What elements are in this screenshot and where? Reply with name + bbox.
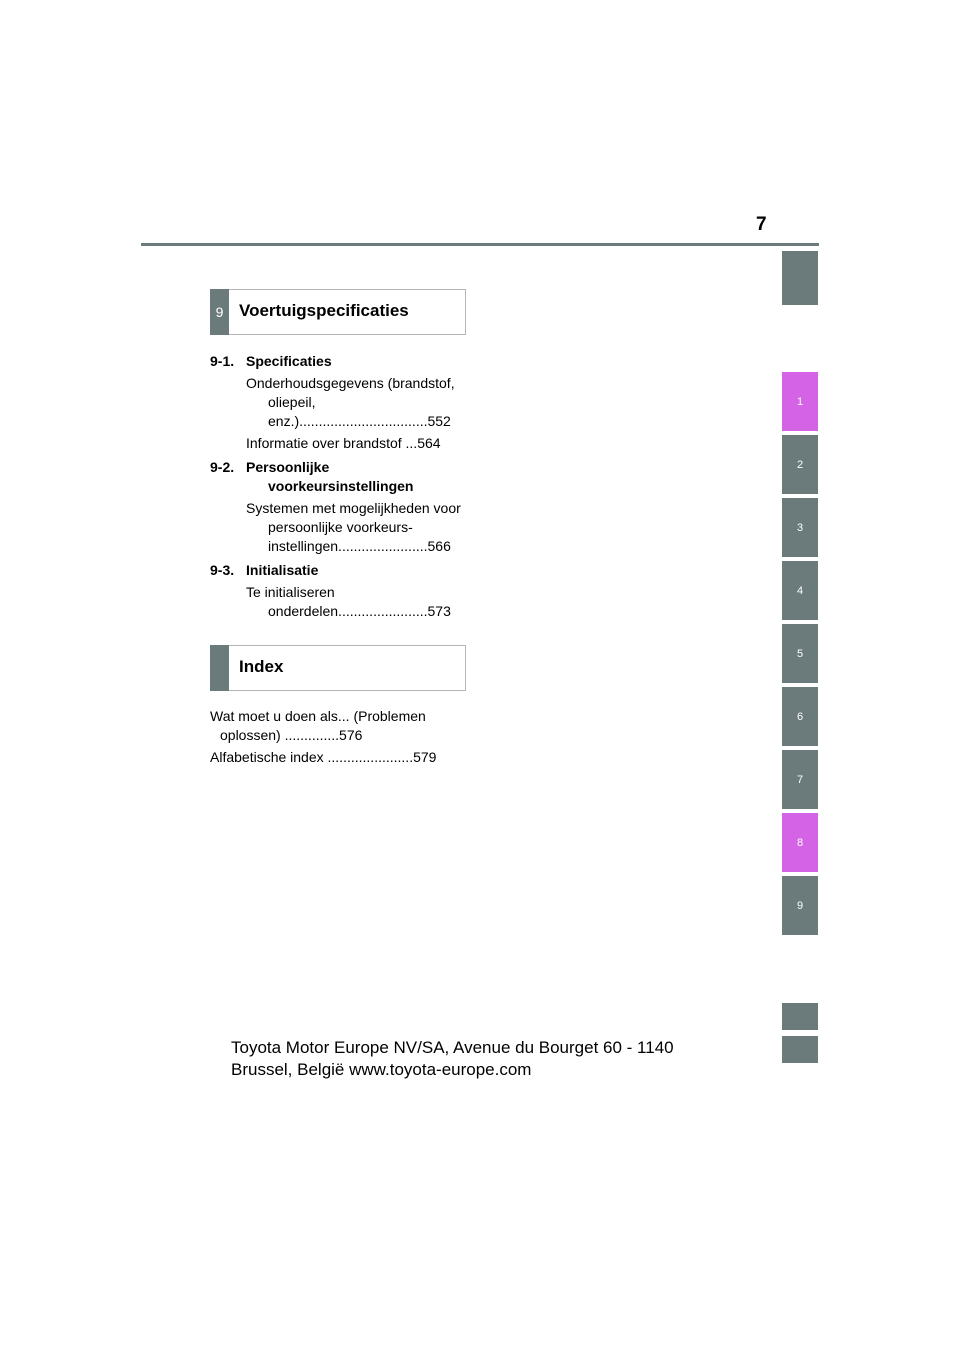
toc-group-heading[interactable]: [210, 352, 466, 371]
section-title: Voertuigspecificaties: [239, 301, 409, 320]
toc-entry[interactable]: [210, 748, 466, 767]
toc-group-number: 9-2.: [210, 459, 235, 475]
toc-section-9: [210, 352, 466, 621]
side-tab-6[interactable]: 6: [782, 687, 818, 746]
side-tab-1[interactable]: 1: [782, 372, 818, 431]
toc-group-title: Persoonlijke voorkeursinstellingen: [246, 459, 414, 494]
section-number-blank: [210, 645, 229, 691]
toc-group-heading[interactable]: [210, 458, 466, 496]
side-tab-4[interactable]: 4: [782, 561, 818, 620]
side-tab-7[interactable]: 7: [782, 750, 818, 809]
toc-entry-text: Systemen met mogelijkheden voor persoonlijke voorkeurs-instellingen.......................566: [246, 500, 461, 554]
toc-group-title: Initialisatie: [246, 562, 319, 578]
side-tab-5[interactable]: 5: [782, 624, 818, 683]
side-tab-3[interactable]: 3: [782, 498, 818, 557]
toc-group-title: Specificaties: [246, 353, 332, 369]
side-tab-blank-bottom-1[interactable]: [782, 1003, 818, 1030]
toc-entry[interactable]: [210, 374, 466, 431]
page-number: 7: [756, 214, 767, 235]
section-number: 9: [210, 289, 229, 335]
side-tab-8[interactable]: 8: [782, 813, 818, 872]
toc-entry[interactable]: [210, 707, 466, 745]
section-header-index: [210, 645, 466, 691]
toc-entry[interactable]: [210, 583, 466, 621]
toc-index: [210, 707, 466, 767]
side-tab-blank-top[interactable]: [782, 251, 818, 305]
publisher-footer: [231, 1037, 674, 1081]
toc-entry-text: Te initialiseren onderdelen.......................573: [246, 584, 451, 619]
footer-line-2: Brussel, België www.toyota-europe.com: [231, 1060, 532, 1079]
side-tab-blank-bottom-2[interactable]: [782, 1036, 818, 1063]
side-tab-2[interactable]: 2: [782, 435, 818, 494]
footer-line-1: Toyota Motor Europe NV/SA, Avenue du Bourget 60 - 1140: [231, 1038, 674, 1057]
toc-entry-text: Wat moet u doen als... (Problemen oplossen) ..............576: [210, 708, 426, 743]
toc-group-number: 9-3.: [210, 562, 235, 578]
toc-entry[interactable]: [210, 434, 466, 453]
toc-entry-text: Informatie over brandstof ...564: [246, 435, 441, 451]
side-tab-9[interactable]: 9: [782, 876, 818, 935]
toc-entry[interactable]: [210, 499, 466, 556]
toc-group-heading[interactable]: [210, 561, 466, 580]
toc-entry-text: Alfabetische index ......................579: [210, 749, 437, 765]
section-header-voertuigspecificaties: [210, 289, 466, 335]
section-title: Index: [239, 657, 284, 676]
toc-group-number: 9-1.: [210, 353, 235, 369]
header-rule: [141, 243, 819, 246]
toc-entry-text: Onderhoudsgegevens (brandstof, oliepeil, enz.).................................552: [246, 375, 455, 429]
